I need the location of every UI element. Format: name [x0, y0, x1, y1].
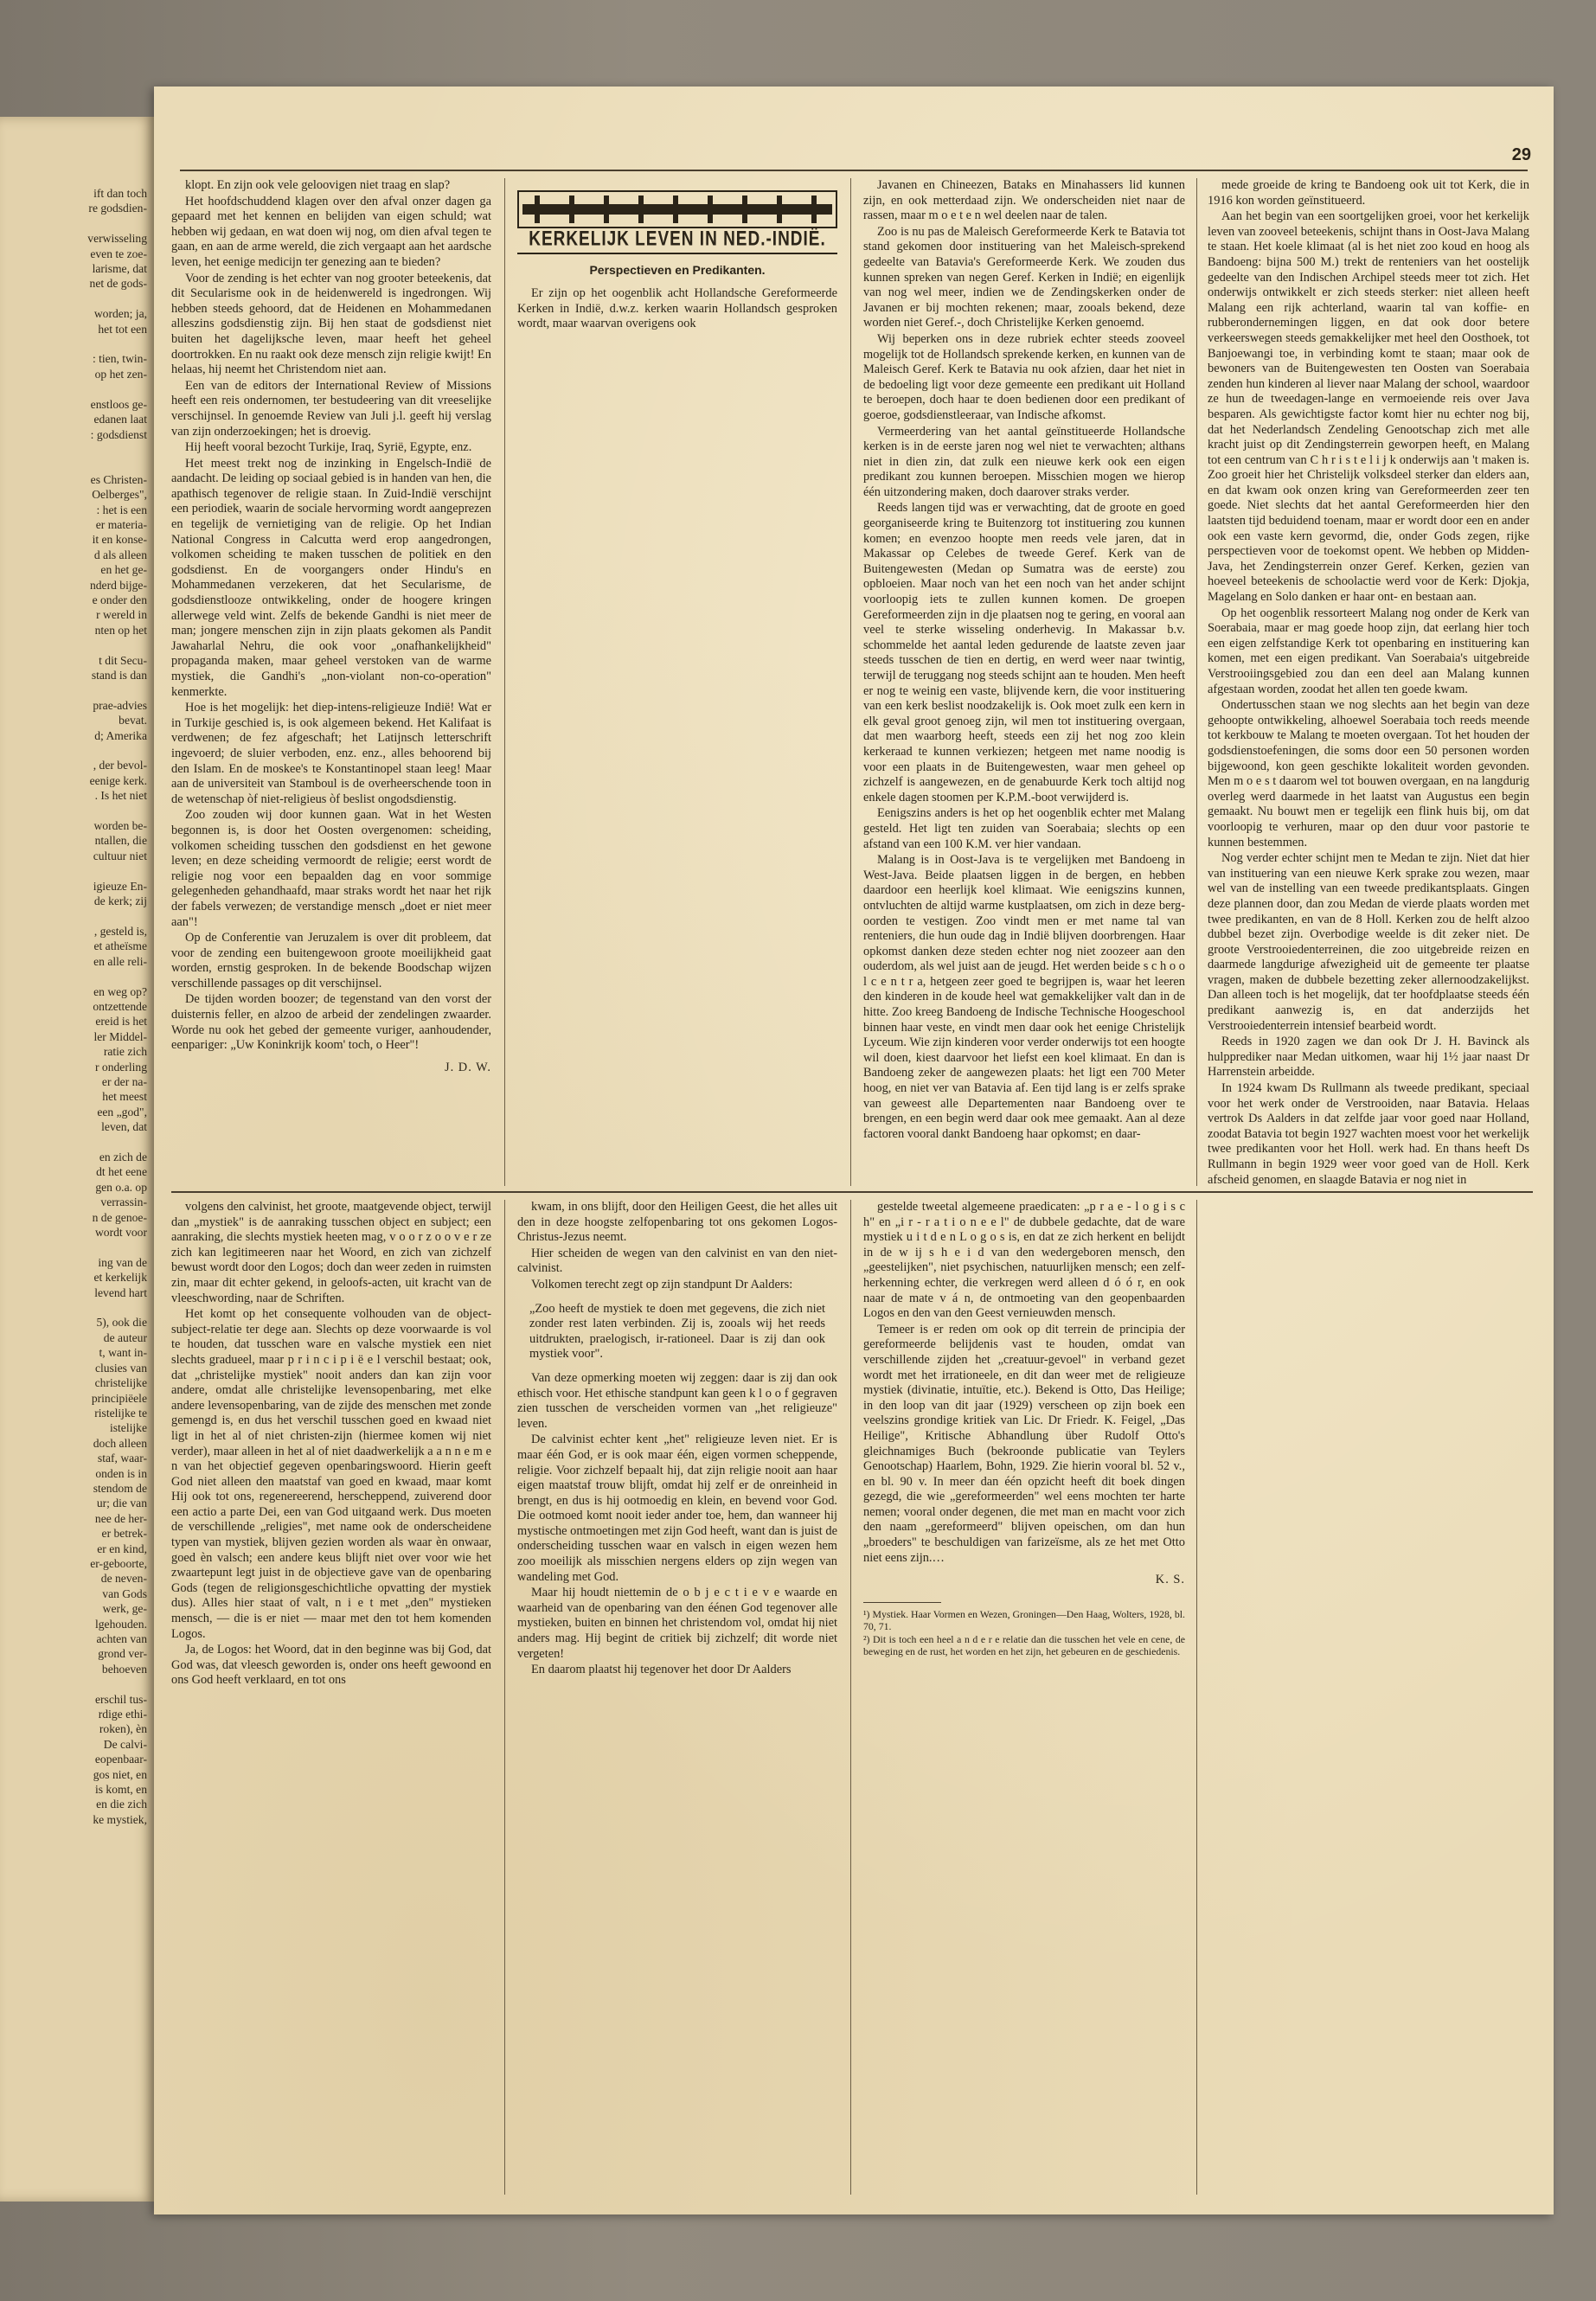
column-divider	[504, 178, 505, 1186]
column-divider	[504, 1200, 505, 2195]
paragraph: Hier scheiden de wegen van den calvinist en van den niet-calvinist.	[517, 1246, 837, 1276]
top-rule	[180, 170, 1528, 171]
paragraph: Zoo is nu pas de Maleisch Gereformeerde Kerk te Batavia tot stand gekomen door instituering van het Maleisch-sprekend gedeelte van Batavia's Gereformeerde Kerk. We zouden dus kunnen spreken van negen Geref. Kerken in Indië; en eigenlijk van nog wel meer, indien we de Zendingskerken onder de Javanen er bij mochten rekenen; maar, zooals bekend, deze worden niet Geref.-, doch Christelijke Kerken genoemd.	[863, 224, 1185, 330]
signature-ks: K. S.	[1155, 1573, 1185, 1587]
column-divider	[850, 1200, 851, 2195]
paragraph: Voor de zending is het echter van nog grooter beteekenis, dat dit Secularisme ook in de heidenwereld is ingedrongen. Wij hebben steeds gehoord, dat de Heidenen en Mohammedanen alleszins godsdienstig zijn. Bij hen staat de godsdienst niet buiten het dagelijksche leven, maar heeft het geheel doortrokken. En nu raakt ook deze mensch zijn religie kwijt! En helaas, hij neemt het Christendom niet aan.	[171, 271, 491, 377]
column-divider	[1196, 1200, 1197, 2195]
paragraph: En daarom plaatst hij tegenover het door Dr Aalders	[531, 1663, 792, 1677]
paragraph: Ja, de Logos: het Woord, dat in den beginne was bij God, dat God was, dat vleesch geworden is, onder ons heeft gewoond en ons God heeft verklaard, en tot ons	[171, 1643, 491, 1688]
section-header	[517, 190, 837, 278]
paragraph: Nog verder echter schijnt men te Medan te zijn. Niet dat hier van instituering van een nieuwe Kerk sprake zou wezen, maar wel van de instelling van een tweede predikantsplaats. Gingen deze plannen door, dan zou Medan de vierde plaats worden met twee predikanten, en van de 8 Holl. Kerken zou de helft alzoo dubbel bezet zijn. Overbodige weelde is dit zeker niet. De groote Verstrooiedenterreinen, die zoo uitgebreide reizen en daarmede langdurige afwezigheid uit de gemeente ter plaatse vragen, maken de dubbele bezetting zeker allernoodzakelijkst. Dan alleen toch is het mogelijk, dat ter hoofdplaatse steeds één predikant aanwezig is, en dat anderzijds het Verstrooiedenterrein intensief bearbeid wordt.	[1208, 851, 1529, 1033]
footnote-rule	[863, 1602, 941, 1603]
column-1-paragraphs	[171, 178, 491, 1054]
paragraph: Op de Conferentie van Jeruzalem is over dit probleem, dat voor de zending een buitengewoon groote moeilijkheid gaat worden, ernstig gesproken. In de bekende Boodschap wijzen verschillende passages op dit verschijnsel.	[171, 931, 491, 990]
paragraph: Van deze opmerking moeten wij zeggen: daar is zij dan ook ethisch voor. Het ethische standpunt kan geen k l o o f gegraven zien tusschen de verscheiden vormen van „het religieuze" leven.	[517, 1370, 837, 1431]
paragraph: In 1924 kwam Ds Rullmann als tweede predikant, speciaal voor het werk onder de Verstrooiden, naar Batavia. Helaas vertrok Ds Aalders in dat zelfde jaar voor goed naar Holland, zoodat Batavia tot begin 1927 wachten moest voor het werkelijk twee predikanten voor het Holl. werk had. En thans heeft Ds Rullmann in begin 1929 weer voor goed van de Holl. Kerk afscheid genomen, en slaagde Batavia er nog niet in	[1208, 1081, 1529, 1186]
paragraph: Javanen en Chineezen, Bataks en Minahassers lid kunnen zijn, en ook metterdaad zijn. We onderscheiden niet naar de rassen, maar m o e t e n wel deelen naar de talen.	[863, 178, 1185, 223]
page-number: 29	[1511, 145, 1531, 164]
column-2	[517, 178, 837, 1186]
footnotes	[863, 1608, 1185, 1657]
bottom-column-2-after	[517, 1371, 837, 1678]
column-2-paragraphs	[517, 190, 837, 332]
paragraph: Zoo zouden wij door kunnen gaan. Wat in het Westen begonnen is, is door het Oosten overgenomen: scheiding, volkomen scheiding tusschen den godsdienst en het gewone leven; en deze scheiding vermoordt de religie; eerst wordt de religie nog voor een bepaalden dag en voor sommige gelegenheden gehandhaafd, maar straks wordt het naar het rijk der fabels verwezen; de verstandige mensch „doet er niet meer aan"!	[171, 808, 491, 929]
paragraph: Malang is in Oost-Java is te vergelijken met Bandoeng in West-Java. Beide plaatsen liggen in de bergen, en hebben daardoor een heerlijk koel klimaat. Wie eenigszins kunnen, ontvluchten de altijd warme kustplaatsen, om zich in deze berg-oorden te vestigen. Zoo vindt men er met name tal van renteniers, die hun oude dag in Indië blijven doorbrengen. Haar opkomst danken deze steden echter nog niet zoozeer aan den ouderdom, als wel juist aan de jeugd. Het werden beide s c h o o l c e n t r a, hetgeen zeer goed te begrijpen is, waar het leeren den kinderen in de koude heel wat gemakkelijker valt dan in de hitte. Zoo kreeg Bandoeng de Indische Technische Hoogeschool binnen haar veste, en vindt men daar ook het eenige Christelijk Lyceum. Wie zijn kinderen voor verder onderwijs tot een hoogte wil doen, kiest daarvoor het liefst een koel klimaat. En dan is Bandoeng zeker de aangewezen plaats: het ligt een 700 Meter hoog, en niet ver van Batavia af. Een tijd lang is er zelfs sprake van geweest alle Departementen naar Bandoeng over te brengen, en een begin werd daar ook mee gemaakt. Aan al deze factoren vooral dankt Bandoeng haar opkomst; en daar-	[863, 853, 1185, 1141]
paragraph: Er zijn op het oogenblik acht Hollandsche Gereformeerde Kerken in Indië, d.w.z. kerken waarin Hollandsch gesproken wordt, maar waarvan overigens ook	[517, 286, 837, 331]
bottom-column-3-paragraphs	[863, 1200, 1185, 1566]
paragraph: gestelde tweetal algemeene praedicaten: „p r a e - l o g i s c h" en „i r - r a t i o n e e l" de dubbele gedachte, dat de ware mystiek u i t d e n L o g o s is, en dat ze zich herkent en belijdt in de w ij s h e i d van den wedergeboren mensch, den „geestelijken", niet psychischen, natuurlijken mensch; een zelf-herkenning echter, die verkregen werd alleen d ó ó r, en ook naar de mate v á n, de ontmoeting van den geopenbaarden Logos en den van den Geest vernieuwden mensch.	[863, 1200, 1185, 1321]
paragraph: De calvinist echter kent „het" religieuze leven niet. Er is maar één God, er is ook maar één, eigen vormen scheppende, religie. Voor zichzelf bepaalt hij, dat zijn religie nooit aan haar eigen maatstaf trouw blijft, omdat hij zelf er de onreinheid in brengt, en dus is hij ootmoedig en klein, en bevend voor God. Die ootmoed komt nooit ieder ander toe, hem, dan wanneer hij mystische ontmoetingen met zijn God heeft, want dan is juist de onderscheiding tusschen waar en valsch in eigen wezen hem zoo moeilijk als misschien nergens elders op zijn wegen van wandeling met God.	[517, 1433, 837, 1584]
column-3-paragraphs	[863, 178, 1185, 1142]
signature-jdw: J. D. W.	[445, 1060, 491, 1074]
paragraph: Aan het begin van een soortgelijken groei, voor het kerkelijk leven van zooveel beteekenis, schijnt thans in Oost-Java Malang te staan. Het koele klimaat (al is het niet zoo koud en hoog als Bandoeng: bijna 500 M.) trekt de renteniers van het oostelijk gedeelte van den Indischen Archipel steeds meer tot zich. Het onderwijs ontwikkelt er zich steeds sterker: niet alleen heeft Malang een rijk achterland, waarin tal van koffie- en rubberondernemingen liggen, en dat ook door betere verkeerswegen steeds gemakkelijker met heel den Oosthoek, tot Banjoewangi toe, in verbinding komt te staan; maar ook de bewoners van de Buitengewesten ten Oosten van Soerabaia zenden hun kinderen al liever naar Malang der school, waardoor ze hun de tweedagen-lange en vermoeiende reis over Java besparen. Als gewichtigste factor komt hier nu echter nog bij, dat het Nederlandsch Zendeling Genootschap zich met alle kracht juist op dit Zendingsterrein geworpen heeft, en Malang tot een centrum van C h r i s t e l i j k onderwijs aan 't maken is. Zoo groeit hier het Christelijk volksdeel sterker dan elders aan, en dat kwam ook onzen kring van Gereformeerden zeer ten goede. Niet slechts dat het aantal Gereformeerden hier den laatsten tijd beduidend toenam, maar er wordt door een en ander ook een vaste kern gevormd, die, onder Gods zegen, rijke perspectieven voor de toekomst opent. We hebben op Midden-Java, het Zendingsterrein onzer Geref. Kerken, gezien van hoeveel beteekenis de schoolactie werd voor de Kerk: Djokja, Magelang en Solo danken er haar ont- en bestaan aan.	[1208, 209, 1529, 605]
paragraph: Hoe is het mogelijk: het diep-intens-religieuze Indië! Wat er in Turkije geschied is, is ook algemeen bekend. Het Kalifaat is verdwenen; de fez afgeschaft; het Latijnsch letterschrift ingevoerd; de sluier verboden, enz. enz., alles behoorend bij den Islam. En de moskee's te Konstantinopel staan leeg! Maar aan de universiteit van Stamboul is de overheerschende toon in de wetenschap òf niet-religieus òf beslist ongodsdienstig.	[171, 701, 491, 806]
column-4	[1208, 178, 1529, 1186]
paragraph: Ondertusschen staan we nog slechts aan het begin van deze gehoopte ontwikkeling, alhoewel Soerabaia toch reeds meende tot kerkbouw te Malang te moeten overgaan. Tot het houden der godsdienstoefeningen, die soms door een 50 personen worden bijgewoond, kon geen geschikte lokaliteit worden gevonden. Men m o e s t daarom wel tot bouwen overgaan, en na langdurig overleg werd daarmede in het laatst van Augustus een begin gemaakt. Nu bouwt men er tegelijk een flink huis bij, om dat voorloopig te verhuren, maar op den duur voor pastorie te kunnen bestemmen.	[1208, 698, 1529, 849]
paragraph: Een van de editors der International Review of Missions heeft een reis ondernomen, ter bestudeering van dit vreeselijke verschijnsel. In genoemde Review van Juli j.l. geeft hij verslag van zijn onderzoekingen; het is droevig.	[171, 378, 491, 439]
paragraph: Op het oogenblik ressorteert Malang nog onder de Kerk van Soerabaia, maar er mag goede hoop zijn, dat eerlang hier toch een eigen zelfstandige Kerk tot openbaring en instituering kan komen, met een eigen predikant. Van Soerabaia's uitgebreide Verstrooiingsgebied zou dan een deel aan Malang kunnen afgestaan worden, zoodat het allen ten goede kwam.	[1208, 606, 1529, 696]
column-1	[171, 178, 491, 1186]
column-divider	[850, 178, 851, 1186]
bottom-column-3	[863, 1200, 1185, 2195]
column-divider	[1196, 178, 1197, 1186]
quote-text: „Zoo heeft de mystiek te doen met gegevens, die zich niet zonder rest laten verbinden. Zij is, zooals wij het reeds uitdrukten, praelogisch, ir-rationeel. Daar is zij dan ook mystiek voor".	[529, 1301, 825, 1362]
paragraph: Het hoofdschuddend klagen over den afval onzer dagen ga gepaard met het kennen en belijden van eigen schuld; wat hebben wij gedaan, en wat doen wij nog, om dien afval tegen te gaan, en aan de arme wereld, die zich vergaapt aan het aardsche leven, het eenige medicijn ter genezing aan te bieden?	[171, 194, 491, 269]
previous-page-text: ift dan toch re godsdien- verwisseling even te zoe- larisme, dat net de gods- worden; ja, het tot een : tien, twin- op het zen- enstloos ge- edanen laat : godsdienst es Christen- Oelberges", : het is een er materia- it en konse- d als alleen en het ge- nderd bijge- e onder den r wereld in nten op het t dit Secu- stand is dan prae-advies bevat. d; Amerika , der bevol- eenige kerk. . Is het niet worden be- ntallen, die cultuur niet igieuze En- de kerk; zij , gesteld is, et atheïsme en alle reli- en weg op? ontzettende ereid is het ler Middel- ratie zich r onderling er der na- het meest een „god", leven, dat en zich de dt het eene gen o.a. op verrassin- n de genoe- wordt voor ing van de et kerkelijk levend hart 5), ook die de auteur t, want in- clusies van christelijke principiëele ristelijke te istelijke doch alleen staf, waar- onden is in stendom de ur; die van nee de her- er betrek- er en kind, er-geboorte, de neven- van Gods werk, ge- lgehouden. achten van grond ver- behoeven erschil tus- rdige ethi- roken), èn De calvi- eopenbaar- gos niet, en is komt, en en die zich ke mystiek,	[87, 187, 147, 1826]
section-separator-rule	[171, 1191, 1533, 1193]
paragraph: klopt. En zijn ook vele geloovigen niet traag en slap?	[185, 178, 451, 192]
bottom-column-1-paragraphs	[171, 1200, 491, 1689]
newspaper-page	[154, 87, 1554, 2214]
paragraph: mede groeide de kring te Bandoeng ook uit tot Kerk, die in 1916 kon worden geïnstitueerd.	[1208, 178, 1529, 208]
paragraph: Het meest trekt nog de inzinking in Engelsch-Indië de aandacht. De leiding op sociaal gebied is in handen van hen, die apathisch tegenover de religie staan. In Zuid-Indië verschijnt een periodiek, waarin de sociale hervorming wordt aangeprezen en tegelijk de vernietiging van de religie. Op het Indian National Congress in Calcutta werd erop aangedrongen, volkomen scheiding te maken tusschen de politiek en den godsdienst. En de voorgangers onder Hindu's en Mohammedanen verzekeren, dat het Secularisme, de godsdienstlooze ontwikkeling, onder de hoogere kringen allerwege veld wint. Zelfs de bekende Gandhi is niet meer de man; jongere menschen zijn in zijn plaats gekomen als Pandit Jawaharlal Nehru, die ook voor „onafhankelijkheid" propaganda maken, maar geheel verstoken van de warme mystiek, die Gandhi's „non-violant non-co-operation" kenmerkte.	[171, 456, 491, 699]
paragraph: volgens den calvinist, het groote, maatgevende object, terwijl dan „mystiek" is de aanraking tusschen object en subject; een aanraking, die slechts mystiek heeten mag, v o o r z o o v e r ze zich kan legitimeeren naar het Woord, en zich van zichzelf bewust wordt door den Logos; doch dan weer zeden in ruimsten zin, maar dit echter gekend, in geloofs-acten, uit kracht van de vleeschwording, naar de Schriften.	[171, 1200, 491, 1305]
paragraph: ²) Dit is toch een heel a n d e r e relatie dan die tusschen het vele en cene, de beweging en de rust, het worden en het zijn, het gebeuren en de geschiedenis.	[863, 1632, 1185, 1657]
paragraph: Wij beperken ons in deze rubriek echter steeds zooveel mogelijk tot de Hollandsch sprekende kerken, en kunnen van de Maleisch Geref. Kerk te Batavia nu ook afzien, daar het niet in de bedoeling ligt voor deze gemeente een predikant uit Holland te beroepen, doch haar te doen bedienen door een predikant of goeroe, godsdienstleeraar, van Indische afkomst.	[863, 331, 1185, 422]
paragraph: Maar hij houdt niettemin de o b j e c t i e v e waarde en waarheid van de openbaring van den éénen God tegenover alle mystieken, buiten en binnen het christendom vol, omdat hij niet anders mag. Hij begint de critiek bij zichzelf; dit worde niet vergeten!	[517, 1586, 837, 1661]
paragraph: ¹) Mystiek. Haar Vormen en Wezen, Groningen—Den Haag, Wolters, 1928, bl. 70, 71.	[863, 1607, 1185, 1632]
column-4-paragraphs	[1208, 178, 1529, 1186]
paragraph: Reeds langen tijd was er verwachting, dat de groote en goed georganiseerde kring te Buitenzorg tot instituering zou kunnen komen; en evenzoo hoopte men reeds vele jaren, dat in Makassar op Celebes de tweede Geref. Kerk van de Buitengewesten (Medan op Sumatra was de eerste) zou opbloeien. Maar noch van het een noch van het ander schijnt voorloopig iets te zullen kunnen komen. De groepen Gereformeerden zijn in dje plaatsen nog te gering, en vooral aan veel te sterke wisseling onderhevig. In Makassar b.v. schommelde het aantal leden gedurende de laatste zeven jaar steeds tusschen de tien en dertig, en werd weer naar twintig, terwijl de teruggang nog steeds schijnt aan te houden. Men heeft er nog te weinig een vaste, blijvende kern, die voor instituering van een kerk beslist noodzakelijk is. Ook moet zulk een kern in elk geval groot genoeg zijn, wil men tot instituering overgaan, dat men waarborg heeft, steeds een zij het nog zoo klein kerkeraad te kunnen verkiezen; hetgeen met name noodig is voor een plaats in de Buitengewesten, waar men geheel op zichzelf is aangewezen, en de genabuurde Kerk toch altijd nog enkele dagen stoomen per K.P.M.-boot verwijderd is.	[863, 501, 1185, 804]
paragraph: kwam, in ons blijft, door den Heiligen Geest, die het alles uit den in deze hoogste zelfopenbaring tot ons gekomen Logos-Christus-Jezus neemt.	[517, 1200, 837, 1245]
bottom-column-2-paragraphs	[517, 1200, 837, 1293]
bottom-column-2	[517, 1200, 837, 2195]
paragraph: Eenigszins anders is het op het oogenblik echter met Malang gesteld. Het ligt ten zuiden van Soerabaia; slechts op een afstand van een 100 K.M. ver hier vandaan.	[863, 806, 1185, 851]
paragraph: De tijden worden boozer; de tegenstand van den vorst der duisternis feller, en alzoo de arbeid der zendelingen zwaarder. Worde nu ook het gebed der gemeente vuriger, aanhoudender, eenpariger: „Uw Koninkrijk koom' toch, o Heer"!	[171, 992, 491, 1053]
paragraph: Het komt op het consequente volhouden van de object-subject-relatie ter dege aan. Slechts op deze voorwaarde is vol te houden, dat tusschen ware en valsche mystiek een niet slechts gradueel, maar p r i n c i p i ë e l verschil bestaat; ook, dat „christelijke mystiek" nooit anders dan kan zijn voor andere, omdat alle christelijke levensopenbaring, met elke andere levensopenbaring, van de zijde des menschen met zonde gemengd is, en dus het verschil tusschen goed en kwaad niet ligt in het al of niet christen-zijn (hiermee komen wij niet verder), maar alleen in het al of niet daadwerkelijk a a n n e m e n van het objectief gegeven openbaringswoord. Hierin geeft God niet alleen den maatstaf van goed en kwaad, maar komt Hij ook tot ons, regenereerend, herscheppend, zuiverend door een actio a parte Dei, een van God uitgaand werk. Dus moeten de verschillende „religies", met name ook de onderscheidene typen van mystiek, blijven gezien worden als waar èn onwaar, goed èn valsch; een andere keus blijft niet over voor wie het zwaartepunt legt juist in de objectieve gave van de openbaring Gods (tegen de religionsgeschichtliche opvatting der mystiek dus). Alles hier staat of valt, n i e t met „den" mystieken mensch, — die is er niet — maar met den tot hem komenden Logos.	[171, 1307, 491, 1641]
paragraph: Vermeerdering van het aantal geïnstitueerde Hollandsche kerken is in de eerste jaren nog wel niet te verwachten; althans niet in dien zin, dat zulk een nieuwe kerk ook een eigen predikant zou kunnen beroepen. Misschien mogen we hierop één uitzondering maken, doch daarover straks verder.	[863, 424, 1185, 499]
paragraph: Temeer is er reden om ook op dit terrein de principia der gereformeerde belijdenis vast te houden, omdat van verschillende zijden het „creatuur-gevoel" in verband gezet wordt met het irrationeele, en dit dan weer met de religieuze mystiek (divinatie, intuïtie, etc.). Bekend is Otto, Das Heilige; in den loop van dit jaar (1929) verscheen op zijn boek een veelszins grondige kritiek van Lic. Dr Friedr. K. Feigel, „Das Heilige", Kritische Abhandlung über Rudolf Otto's gleichnamiges Buch (bekroonde publicatie van Teylers Genootschap) Haarlem, Bohn, 1929. Zie hierin vooral bl. 52 v., en bl. 90 v. In meer dan één opzicht heeft dit boek dingen gezegd, die wie „gereformeerden" wel eens mochten ter harte nemen; vooral onder degenen, die met man en macht voor zich den naam „gereformeerd" blijven opeischen, om dan hun „broeders" te beschuldigen van farizeïsme, als ze het met Otto niet eens zijn.…	[863, 1322, 1185, 1565]
paragraph: Volkomen terecht zegt op zijn standpunt Dr Aalders:	[531, 1277, 793, 1292]
section-title: KERKELIJK LEVEN IN NED.-INDIË.	[529, 228, 826, 251]
section-subtitle: Perspectieven en Predikanten.	[589, 262, 766, 277]
paragraph: Reeds in 1920 zagen we dan ook Dr J. H. Bavinck als hulpprediker naar Medan uitkomen, waar hij 1½ jaar naast Dr Harrenstein arbeidde.	[1208, 1035, 1529, 1080]
column-3	[863, 178, 1185, 1186]
previous-page-strip	[0, 117, 154, 2202]
paragraph: Hij heeft vooral bezocht Turkije, Iraq, Syrië, Egypte, enz.	[185, 440, 472, 455]
section-title-rule	[517, 253, 837, 254]
aalders-quote	[517, 1302, 837, 1362]
ornamental-banner-icon	[517, 190, 837, 228]
bottom-column-1	[171, 1200, 491, 2195]
